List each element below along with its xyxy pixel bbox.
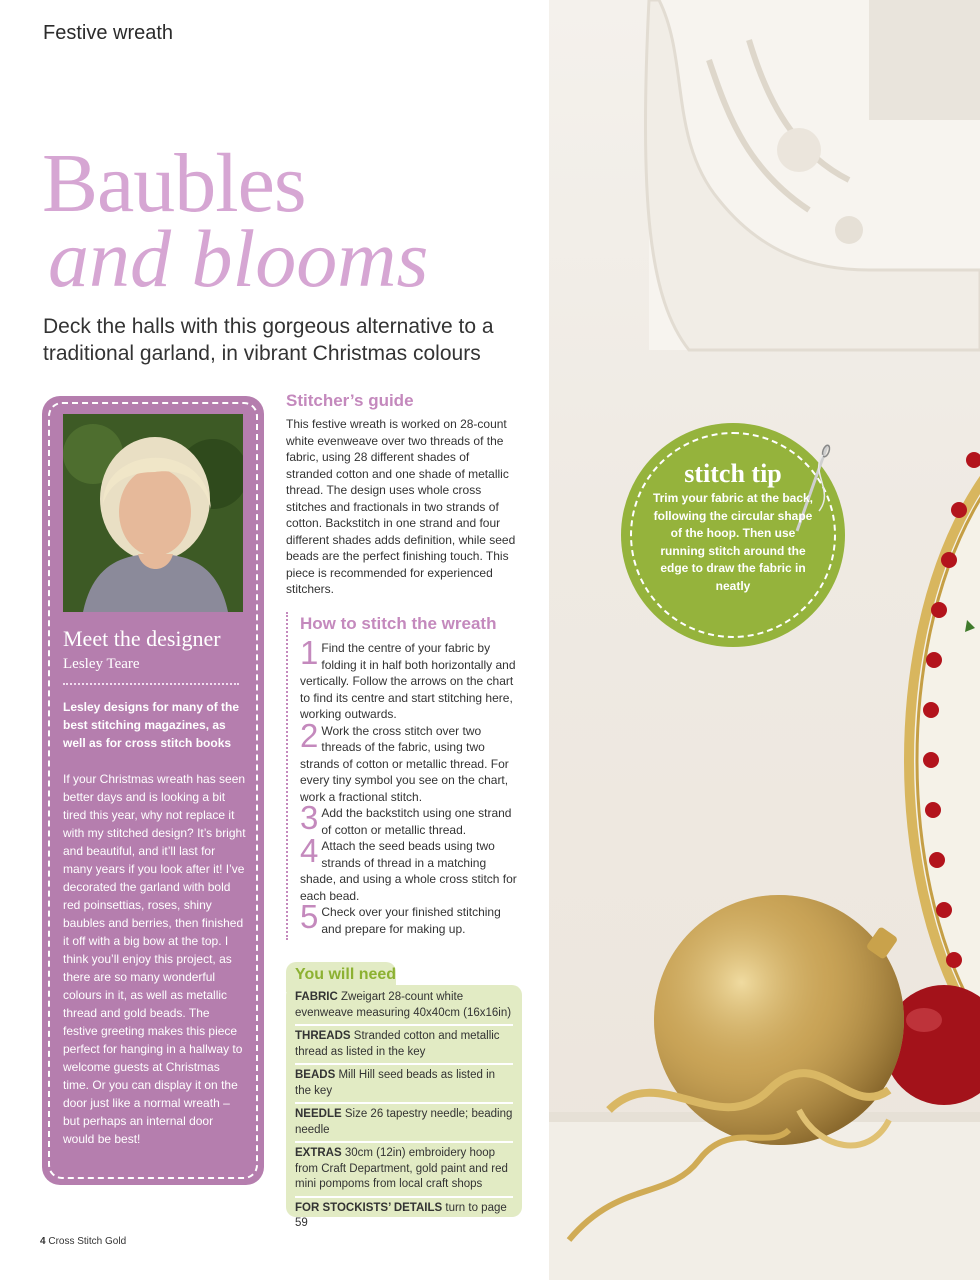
step-number: 2	[300, 716, 319, 754]
step-text: Attach the seed beads using two strands of thread in a matching shade, and using a whole cross stitch for each bead.	[300, 839, 517, 903]
tip-text: Trim your fabric at the back, following the circular shape of the hoop. Then use running stitch around the edge to draw the fabric in neatly	[652, 491, 814, 593]
need-list	[295, 990, 513, 1238]
step-number: 5	[300, 898, 319, 935]
need-item	[295, 1146, 513, 1198]
section-label: Festive wreath	[43, 22, 174, 44]
designer-panel	[42, 396, 264, 1185]
step-text: Find the centre of your fabric by folding it in half both horizontally and vertically. Follow the arrows on the chart to find its centre and start stitching here, working outwards.	[300, 641, 516, 721]
designer-intro: Lesley designs for many of the best stitching magazines, as well as for cross stitch books	[63, 700, 240, 750]
page-number: 4	[40, 1236, 46, 1247]
step-number: 3	[300, 799, 319, 836]
page-footer	[40, 1236, 126, 1247]
designer-bio: If your Christmas wreath has seen better days and is looking a bit tired this year, why not replace it with my stitched design? It’s bright and beautiful, and it’ll last for many years if you look after it! I’ve decorated the garland with bold red poinsettias, roses, shiny baubles and berries, then finished it off with a big bow at the top. I think you’ll enjoy this project, as there are so many wonderful colours in it, as well as metallic thread and gold beads. The festive greeting makes this piece perfect for hanging in a hallway to welcome guests at Christmas time. Or you can display it on the door just like a normal wreath – but perhaps an internal door would be best!	[63, 772, 246, 1146]
designer-divider	[63, 683, 239, 685]
need-item-text: Zweigart 28-count white evenweave measuring 40x40cm (16x16in)	[295, 991, 512, 1019]
need-item	[295, 990, 513, 1026]
step-number: 1	[300, 634, 319, 671]
page-title	[42, 137, 429, 304]
need-item	[295, 1201, 513, 1235]
step-text: Work the cross stitch over two threads of the fabric, using two strands of cotton or metallic thread. For every tiny symbol you see on the chart, work a fractional stitch.	[300, 723, 509, 804]
need-item-text: Mill Hill seed beads as listed in the key	[295, 1069, 496, 1097]
need-item-text: 30cm (12in) embroidery hoop from Craft Department, gold paint and red mini pompoms from local craft shops	[295, 1147, 508, 1190]
title-line-2: and blooms	[48, 213, 429, 304]
title-line-1: Baubles	[42, 137, 306, 230]
step	[300, 799, 518, 838]
guide-text: This festive wreath is worked on 28-count white evenweave over two threads of the fabric, using 28 different shades of stranded cotton and one shade of metallic thread. The design uses whole cross stitches and fractionals in two strands of cotton. Backstitch in one strand and four different shades adds definition, while seed beads are the perfect finishing touch. This piece is recommended for experienced stitchers.	[286, 417, 516, 596]
designer-heading: Meet the designer	[63, 626, 221, 651]
designer-portrait	[63, 414, 243, 612]
need-item	[295, 1029, 513, 1065]
designer-name: Lesley Teare	[63, 656, 140, 672]
step	[300, 832, 518, 904]
step	[300, 716, 518, 806]
need-heading: You will need	[295, 966, 397, 983]
need-item	[295, 1068, 513, 1104]
stitch-tip-badge	[621, 423, 845, 647]
standfirst: Deck the halls with this gorgeous alternative to a traditional garland, in vibrant Christmas colours	[43, 315, 494, 365]
step	[300, 634, 518, 723]
need-item-label: BEADS	[295, 1069, 336, 1081]
need-item-label: EXTRAS	[295, 1147, 342, 1159]
need-item-text: turn to page 59	[295, 1201, 507, 1229]
howto-steps	[300, 634, 518, 937]
step-number: 4	[300, 832, 319, 869]
need-item-text: Stranded cotton and metallic thread as listed in the key	[295, 1030, 500, 1058]
need-item-label: FOR STOCKISTS’ DETAILS	[295, 1201, 443, 1214]
need-item-label: NEEDLE	[295, 1108, 342, 1120]
step	[300, 898, 518, 937]
need-item-text: Size 26 tapestry needle; beading needle	[295, 1108, 513, 1136]
guide-heading: Stitcher’s guide	[286, 391, 414, 410]
step-text: Add the backstitch using one strand of cotton or metallic thread.	[321, 806, 512, 837]
howto-heading: How to stitch the wreath	[300, 614, 497, 633]
need-item-label: THREADS	[295, 1030, 351, 1042]
step-text: Check over your finished stitching and prepare for making up.	[321, 905, 501, 936]
magazine-name: Cross Stitch Gold	[48, 1236, 127, 1247]
need-item	[295, 1107, 513, 1143]
tip-heading: stitch tip	[684, 459, 782, 488]
need-item-label: FABRIC	[295, 991, 338, 1003]
